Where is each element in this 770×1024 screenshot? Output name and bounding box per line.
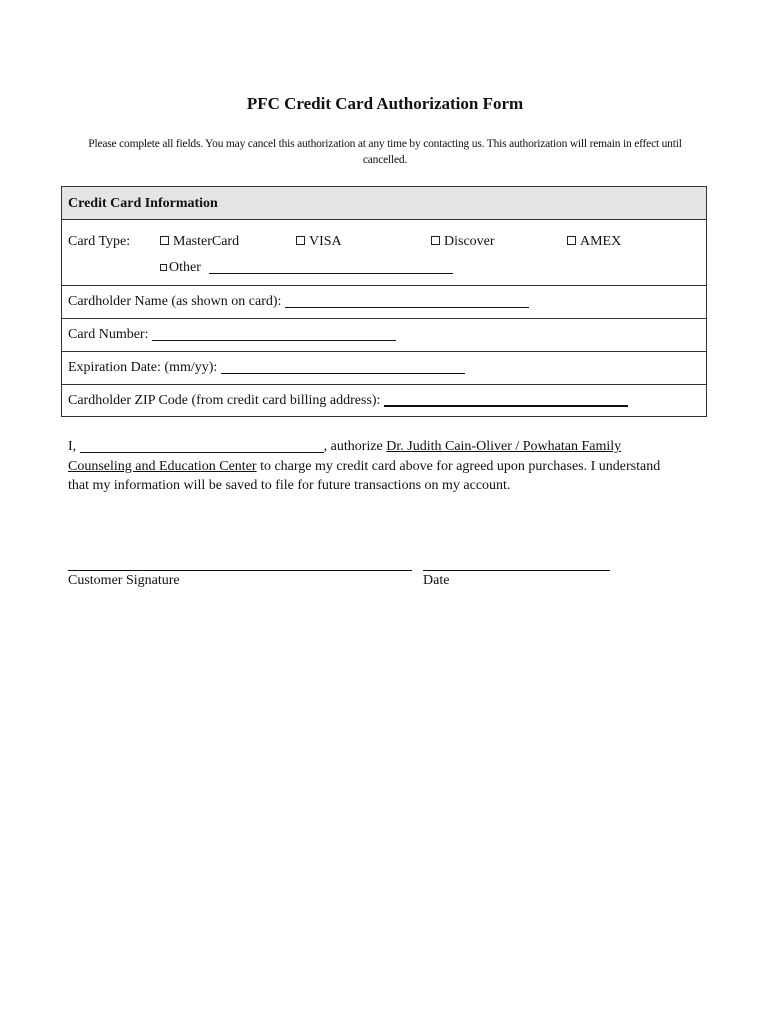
cardholder-name-row xyxy=(62,286,706,319)
zip-label: Cardholder ZIP Code (from credit card billing address): xyxy=(68,393,381,408)
payee-name: Dr. Judith Cain-Oliver / Powhatan Family Counseling and Education Center xyxy=(68,439,622,474)
cardholder-name-field[interactable] xyxy=(285,293,529,308)
card-type-label: Card Type: xyxy=(68,234,131,249)
date-signature-line[interactable] xyxy=(423,570,610,571)
auth-suffix: to charge my credit card above for agreed upon purchases. I understand that my information will be saved to file for future transactions on my account. xyxy=(68,458,661,493)
card-number-label: Card Number: xyxy=(68,327,149,342)
discover-checkbox[interactable] xyxy=(431,236,440,245)
customer-name-field[interactable] xyxy=(80,438,324,453)
auth-prefix: I, xyxy=(68,439,80,454)
card-number-row xyxy=(62,319,706,352)
expiration-row xyxy=(62,352,706,385)
intro-text: Please complete all fields. You may cancel this authorization at any time by contacting us. This authorization will remain in effect until cancelled. xyxy=(88,138,682,166)
section-header: Credit Card Information xyxy=(62,187,706,220)
option-visa[interactable] xyxy=(296,234,342,250)
other-checkbox[interactable] xyxy=(160,264,167,271)
card-type-row xyxy=(62,220,706,286)
authorization-text xyxy=(68,437,678,496)
page-title: PFC Credit Card Authorization Form xyxy=(246,94,524,113)
visa-checkbox[interactable] xyxy=(296,236,305,245)
mastercard-label: MasterCard xyxy=(173,234,240,249)
other-label: Other xyxy=(169,260,201,275)
other-field[interactable] xyxy=(209,259,453,274)
cardholder-name-label: Cardholder Name (as shown on card): xyxy=(68,294,282,309)
option-discover[interactable] xyxy=(431,234,495,250)
option-amex[interactable] xyxy=(567,234,621,250)
auth-mid: , authorize xyxy=(323,439,387,454)
amex-label: AMEX xyxy=(580,234,622,249)
card-number-field[interactable] xyxy=(152,326,396,341)
visa-label: VISA xyxy=(309,234,342,249)
credit-card-info-table xyxy=(61,186,707,417)
expiration-field[interactable] xyxy=(221,359,465,374)
date-label: Date xyxy=(423,573,450,588)
option-other[interactable] xyxy=(160,259,453,276)
amex-checkbox[interactable] xyxy=(567,236,576,245)
customer-signature-line[interactable] xyxy=(68,570,412,571)
customer-signature-label: Customer Signature xyxy=(68,573,180,588)
expiration-label: Expiration Date: (mm/yy): xyxy=(68,360,218,375)
option-mastercard[interactable] xyxy=(160,234,239,250)
discover-label: Discover xyxy=(444,234,495,249)
mastercard-checkbox[interactable] xyxy=(160,236,169,245)
zip-row xyxy=(62,385,706,418)
zip-field[interactable] xyxy=(384,391,628,407)
